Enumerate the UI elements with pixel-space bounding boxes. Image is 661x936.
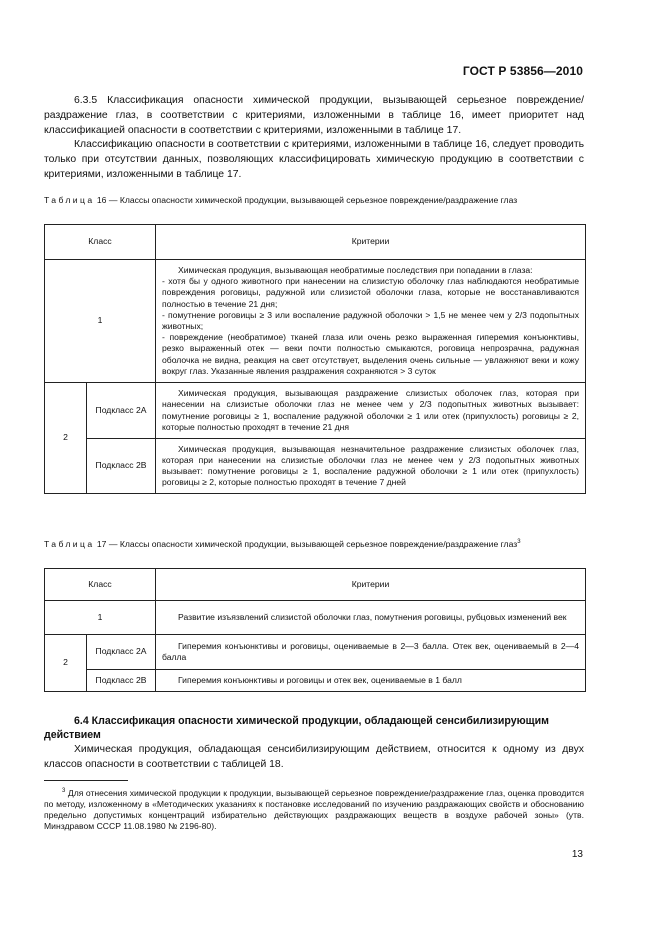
table-16-class-header: Класс bbox=[45, 225, 156, 260]
page-number: 13 bbox=[571, 849, 583, 860]
table-17-row-class-1 bbox=[45, 601, 586, 635]
paragraph-classification-note: Классификацию опасности в соответствии с критериями, изложенными в таблице 16, следует проводить только при отсутствии данных, позволяющих классифицировать химическую продукцию в соответствии с критериями, изложенными в таблице 17. bbox=[44, 139, 584, 180]
table-16-subclass-2a-criteria bbox=[156, 383, 586, 439]
criteria-line: - повреждение (необратимое) тканей глаза или очень резко выраженная гиперемия конъюнктивы, резко выраженный отек — веки почти полностью смыкаются, роговица непрозрачна, радужная оболочка не видна, реакция на свет отсутствует, выделения очень сильные — увлажняют веки и кожу вокруг глаз. Указанные явления раздражения сохраняются > 3 суток bbox=[162, 332, 579, 376]
table-16-caption-text: — Классы опасности химической продукции, вызывающей серьезное повреждение/раздражение глаз bbox=[106, 195, 518, 205]
table-16-subclass-2b-criteria bbox=[156, 439, 586, 494]
table-17-class-1: 1 bbox=[45, 601, 156, 635]
table-16-class-1-criteria bbox=[156, 260, 586, 383]
table-16-header-row bbox=[45, 225, 586, 260]
table-17-subclass-2b-criteria bbox=[156, 670, 586, 692]
criteria-line: Химическая продукция, вызывающая незначительное раздражение слизистых оболочек глаз, которая при нанесении на слизистые оболочки глаз не менее чем у 2/3 подопытных животных вызывает: помутнение роговицы ≥ 1, воспаление радужной оболочки ≥ 1 или отек (припухлость) роговицы ≥ 2, которые полностью проходят в течение 7 дней bbox=[162, 443, 579, 488]
table-17-row-2a bbox=[45, 635, 586, 670]
table-17-subclass-2b: Подкласс 2В bbox=[87, 670, 156, 692]
table-17-header-row bbox=[45, 569, 586, 601]
footnote-divider bbox=[44, 780, 128, 781]
criteria-line: Гиперемия конъюнктивы и роговицы и отек век, оцениваемые в 1 балл bbox=[178, 674, 462, 685]
table-16-caption-prefix: Таблица bbox=[44, 195, 95, 205]
section-6-4-body: Химическая продукция, обладающая сенсибилизирующим действием, относится к одному из двух классов опасности в соответствии с таблицей 18. bbox=[44, 744, 584, 770]
paragraph-6-3-5: 6.3.5 Классификация опасности химической продукции, вызывающей серьезное повреждение/раздражение глаз, в соответствии с критериями, изложенными в таблице 16, имеет приоритет над классификацией опасности в соответствии с критериями, изложенными в таблице 17. bbox=[44, 95, 584, 136]
table-17-caption-text: — Классы опасности химической продукции, вызывающей серьезное повреждение/раздражение глаз bbox=[106, 539, 518, 549]
table-17-row-2b bbox=[45, 670, 586, 692]
table-17-class-2: 2 bbox=[45, 635, 87, 692]
table-16-subclass-2b: Подкласс 2В bbox=[87, 439, 156, 494]
criteria-line: Развитие изъязвлений слизистой оболочки глаз, помутнения роговицы, рубцовых изменений век bbox=[178, 611, 567, 622]
criteria-line: Химическая продукция, вызывающая необратимые последствия при попадании в глаза: bbox=[178, 265, 533, 275]
standard-designation: ГОСТ Р 53856—2010 bbox=[462, 64, 583, 78]
criteria-line: Химическая продукция, вызывающая раздражение слизистых оболочек глаз, которая при нанесении на слизистые оболочки глаз не менее чем у 2/3 подопытных животных вызывает: помутнение роговицы ≥ 1, воспаление радужной оболочки ≥ 1 или отек (припухлость) роговицы ≥ 2, которые полностью проходят в течение 21 дня bbox=[162, 388, 579, 432]
footnote-marker: 3 bbox=[62, 788, 66, 794]
criteria-line: - помутнение роговицы ≥ 3 или воспаление радужной оболочки > 1,5 не менее чем у 2/3 подопытных животных; bbox=[162, 309, 579, 332]
table-16-row-class-1 bbox=[45, 260, 586, 383]
footnote bbox=[44, 786, 584, 833]
table-16-class-2: 2 bbox=[45, 383, 87, 494]
table-17 bbox=[44, 568, 586, 692]
table-16-caption-number: 16 bbox=[96, 195, 107, 205]
footnote-reference[interactable]: 3 bbox=[517, 539, 521, 546]
table-16 bbox=[44, 224, 586, 494]
table-17-class-header: Класс bbox=[45, 569, 156, 601]
table-17-class-1-criteria bbox=[156, 601, 586, 635]
table-17-caption-prefix: Таблица bbox=[44, 539, 95, 549]
table-17-criteria-header: Критерии bbox=[156, 569, 586, 601]
table-16-subclass-2a: Подкласс 2А bbox=[87, 383, 156, 439]
table-17-caption-number: 17 bbox=[96, 539, 107, 549]
footnote-text: Для отнесения химической продукции к продукции, вызывающей серьезное повреждение/раздражение глаз, оценка проводится по методу, изложенному в «Методических указаниях к постановке исследований по изучению раздражающих свойств и обоснованию предельно допустимых концентраций избирательно действующих раздражающих веществ в воздухе рабочей зоны» (утв. Минздравом СССР 11.08.1980 № 2196-80). bbox=[44, 787, 584, 832]
table-16-criteria-header: Критерии bbox=[156, 225, 586, 260]
table-16-caption bbox=[44, 195, 584, 206]
criteria-line: Гиперемия конъюнктивы и роговицы, оцениваемые в 2—3 балла. Отек век, оцениваемый в 2—4 балла bbox=[162, 640, 579, 662]
criteria-line: - хотя бы у одного животного при нанесении на слизистую оболочку глаз наблюдаются необратимые повреждения роговицы, радужной или слизистой оболочки глаза, которые не восстанавливаются полностью в течение 21 дня; bbox=[162, 276, 579, 309]
section-6-4-title: 6.4 Классификация опасности химической продукции, обладающей сенсибилизирующим действием bbox=[44, 715, 549, 741]
table-17-subclass-2a-criteria bbox=[156, 635, 586, 670]
table-17-subclass-2a: Подкласс 2А bbox=[87, 635, 156, 670]
table-16-row-2a bbox=[45, 383, 586, 439]
table-16-class-1: 1 bbox=[45, 260, 156, 383]
table-17-caption bbox=[44, 539, 584, 550]
table-16-row-2b bbox=[45, 439, 586, 494]
